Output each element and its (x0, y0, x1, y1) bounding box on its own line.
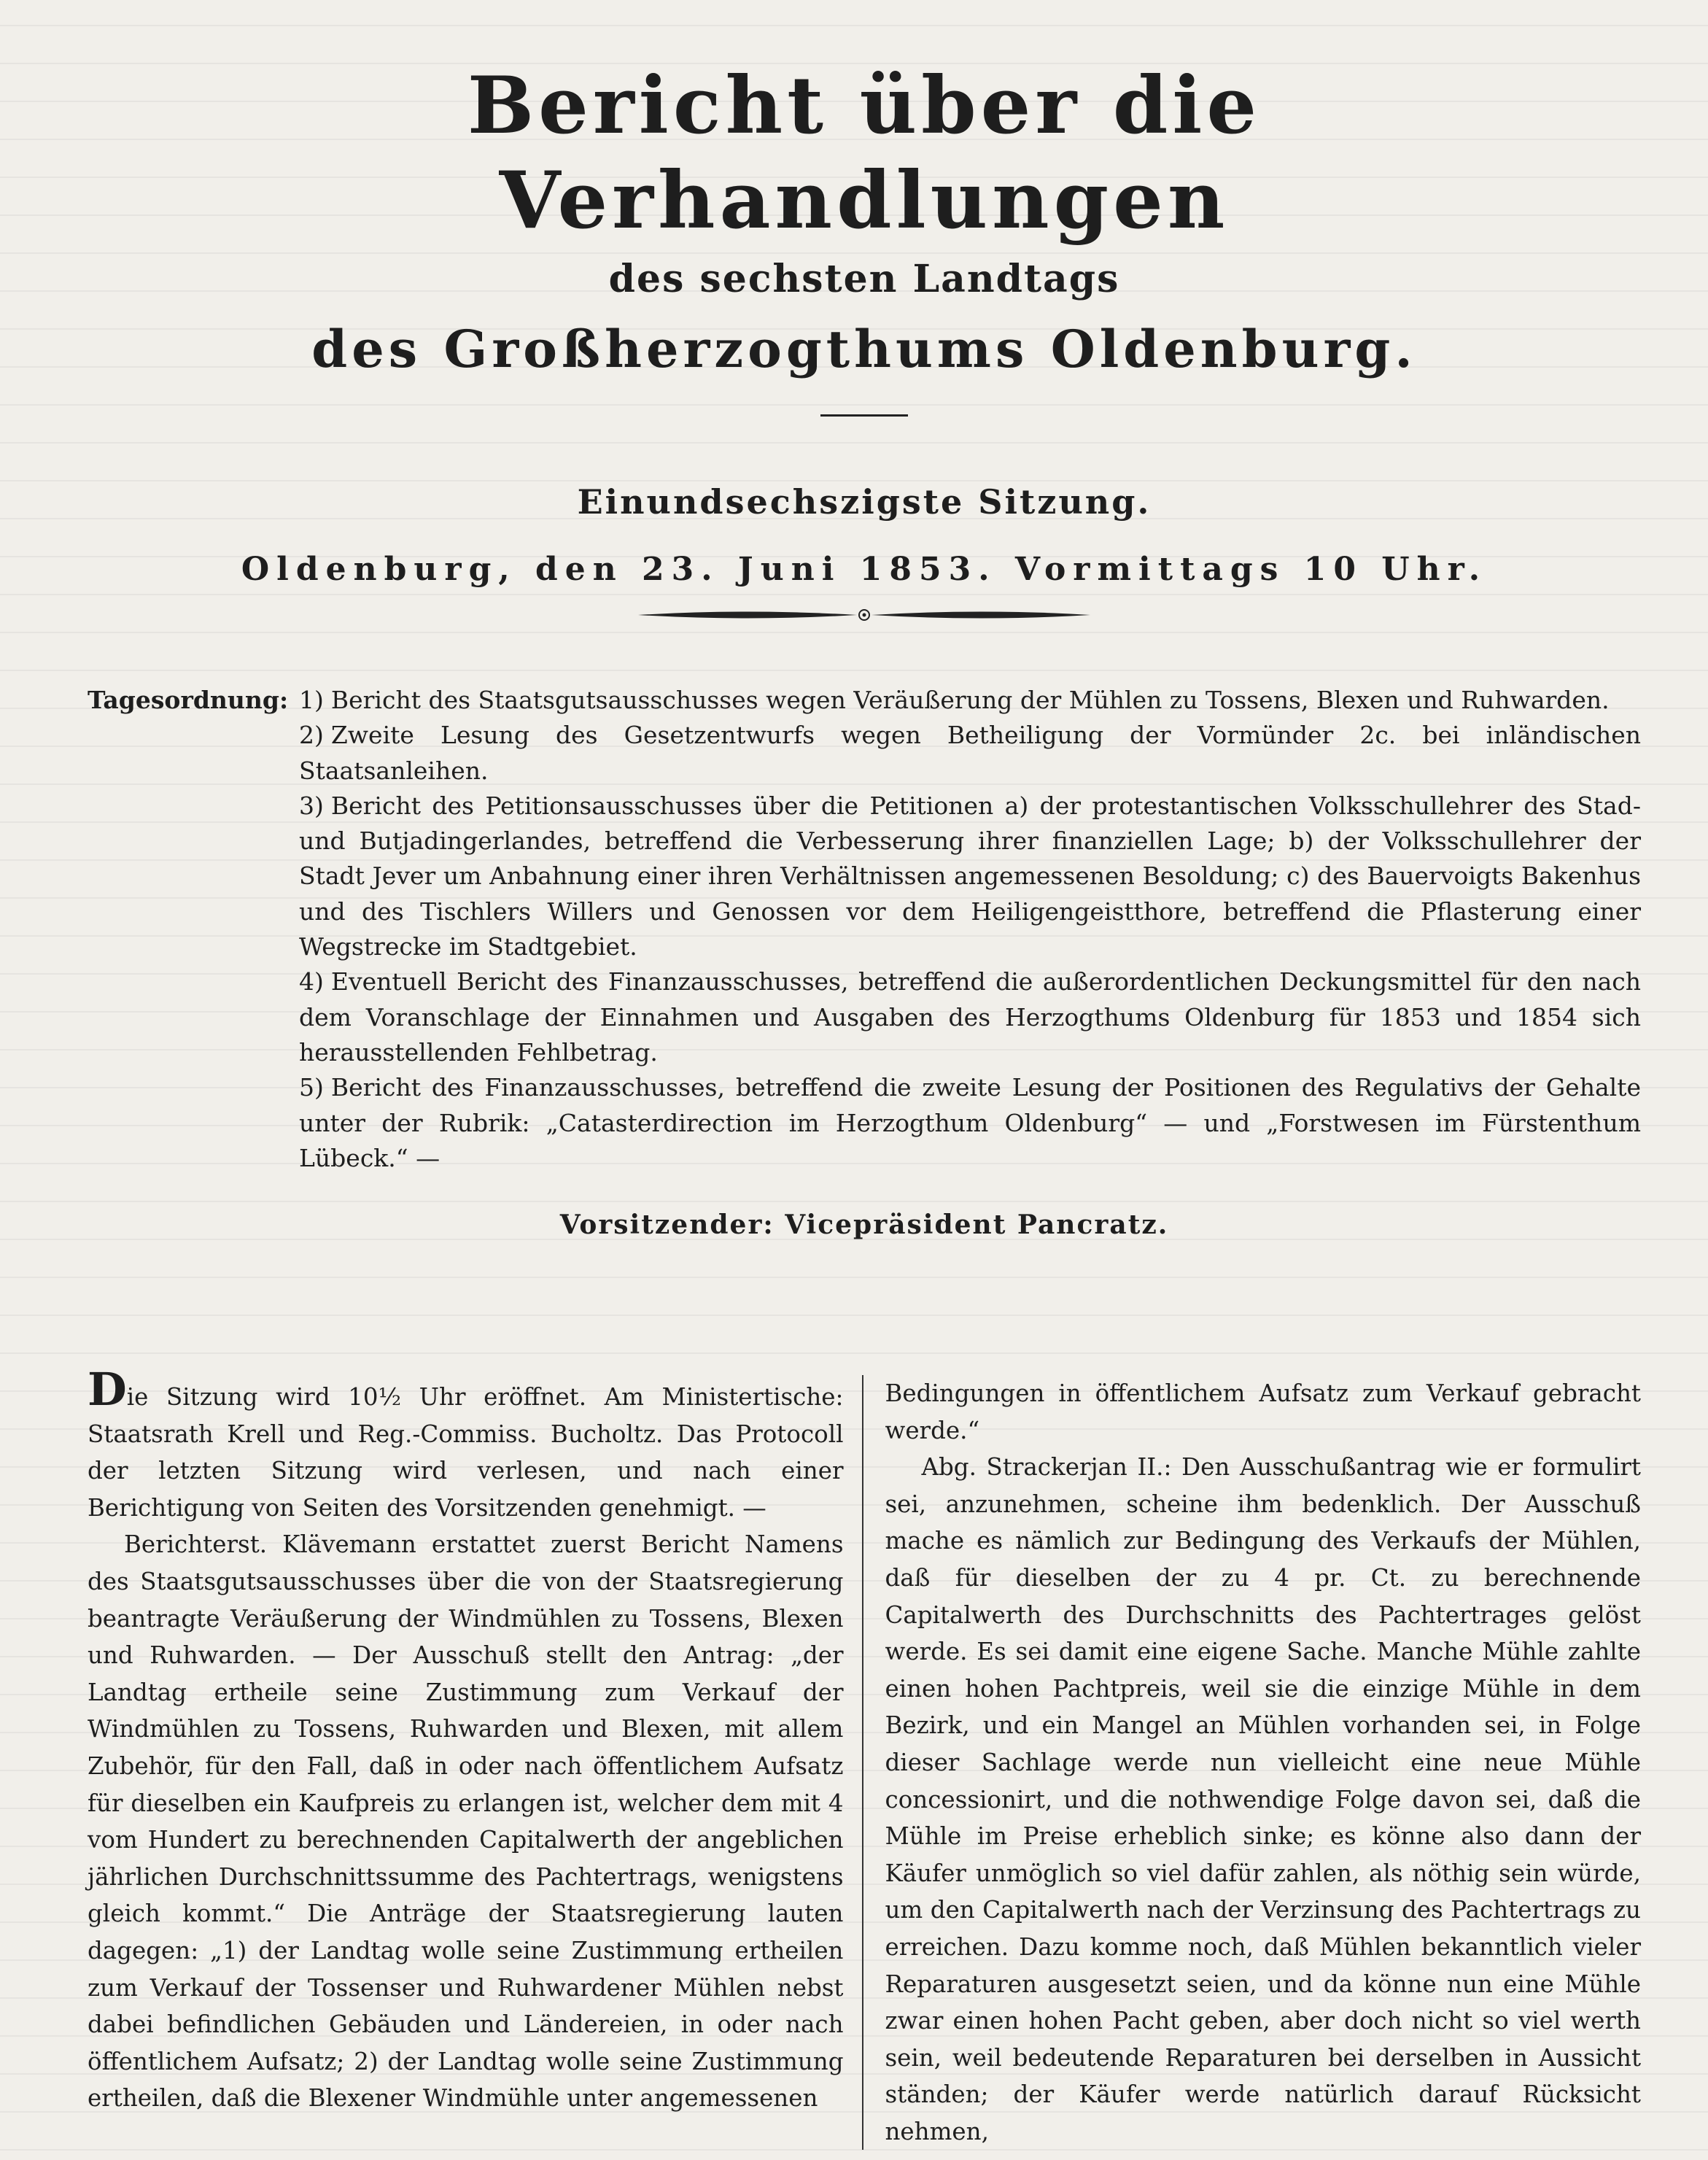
agenda-item: 5) Bericht des Finanzausschusses, betreffend die zweite Lesung der Positionen des Regulativs der Gehalte unter der Rubrik: „Catasterdirection im Herzogthum Oldenburg“ — und „Forstwesen im Fürstenthum Lübeck.“ — (299, 1073, 1641, 1172)
document-page (88, 58, 1641, 1240)
agenda-item: 2) Zweite Lesung des Gesetzentwurfs wegen Betheiligung der Vormünder 2c. bei inländischen Staatsanleihen. (299, 721, 1641, 785)
body-columns (88, 1363, 1641, 2150)
agenda-item: 4) Eventuell Bericht des Finanzausschusses, betreffend die außerordentlichen Deckungsmittel für den nach dem Voranschlage der Einnahmen und Ausgaben des Herzogthums Oldenburg für 1853 und 1854 sich herausstellenden Fehlbetrag. (299, 967, 1641, 1067)
session-heading: Einundsechszigste Sitzung. (577, 482, 1152, 522)
agenda-list (299, 683, 1641, 1176)
subtitle-grand-duchy: des Großherzogthums Oldenburg. (311, 319, 1417, 379)
opening-paragraph: Die Sitzung wird 10½ Uhr eröffnet. Am Ministertische: Staatsrath Krell und Reg.-Commiss. Bucholtz. Das Protocoll der letzten Sitzung wird verlesen, und nach einer Berichtigung von Seiten des Vorsitzenden genehmigt. — (88, 1363, 844, 1522)
ornament-divider-icon (638, 605, 1090, 624)
subtitle-landtag: des sechsten Landtags (608, 257, 1120, 301)
agenda-item: 1) Bericht des Staatsgutsausschusses wegen Veräußerung der Mühlen zu Tossens, Blexen und Ruhwarden. (299, 686, 1610, 714)
title-divider (820, 414, 908, 417)
dateline: Oldenburg, den 23. Juni 1853. Vormittags 10 Uhr. (241, 551, 1488, 588)
chair-line: Vorsitzender: Vicepräsident Pancratz. (559, 1209, 1169, 1241)
agenda-label: Tagesordnung: (88, 686, 289, 714)
page-title: Bericht über die Verhandlungen (467, 60, 1262, 247)
continuation-paragraph: Bedingungen in öffentlichem Aufsatz zum Verkauf gebracht werde.“ (885, 1379, 1641, 1444)
left-column (88, 1363, 862, 2150)
agenda-item: 3) Bericht des Petitionsausschusses über die Petitionen a) der protestantischen Volksschullehrer des Stad- und Butjadingerlandes, betreffend die Verbesserung ihrer finanziellen Lage; b) der Volksschullehrer der Stadt Jever um Anbahnung einer ihren Verhältnissen angemessenen Besoldung; c) des Bauervoigts Bakenhus und des Tischlers Willers und Genossen vor dem Heiligengeistthore, betreffend die Pflasterung einer Wegstrecke im Stadtgebiet. (299, 791, 1641, 961)
right-column (862, 1375, 1642, 2150)
report-paragraph: Berichterst. Klävemann erstattet zuerst Bericht Namens des Staatsgutsausschusses über die von der Staatsregierung beantragte Veräußerung der Windmühlen zu Tossens, Blexen und Ruhwarden. — Der Ausschuß stellt den Antrag: „der Landtag ertheile seine Zustimmung zum Verkauf der Windmühlen zu Tossens, Ruhwarden und Blexen, mit allem Zubehör, für den Fall, daß in oder nach öffentlichem Aufsatz für dieselben ein Kaufpreis zu erlangen ist, welcher dem mit 4 vom Hundert zu berechnenden Capitalwerth der angeblichen jährlichen Durchschnittssumme des Pachtertrags, wenigstens gleich kommt.“ Die Anträge der Staatsregierung lauten dagegen: „1) der Landtag wolle seine Zustimmung ertheilen zum Verkauf der Tossenser und Ruhwardener Mühlen nebst dabei befindlichen Gebäuden und Ländereien, in oder nach öffentlichem Aufsatz; 2) der Landtag wolle seine Zustimmung ertheilen, daß die Blexener Windmühle unter angemessenen (88, 1530, 844, 2113)
speech-paragraph: Abg. Strackerjan II.: Den Ausschußantrag wie er formulirt sei, anzunehmen, scheine ihm bedenklich. Der Ausschuß mache es nämlich zur Bedingung des Verkaufs der Mühlen, daß für dieselben der zu 4 pr. Ct. zu berechnende Capitalwerth des Durchschnitts des Pachtertrages gelöst werde. Es sei damit eine eigene Sache. Manche Mühle zahlte einen hohen Pachtpreis, weil sie die einzige Mühle in dem Bezirk, und ein Mangel an Mühlen vorhanden sei, in Folge dieser Sachlage werde nun vielleicht eine neue Mühle concessionirt, und die nothwendige Folge davon sei, daß die Mühle im Preise erheblich sinke; es könne also dann der Käufer unmöglich so viel dafür zahlen, als nöthig sein würde, um den Capitalwerth nach der Verzinsung des Pachtertrags zu erreichen. Dazu komme noch, daß Mühlen bekanntlich vieler Reparaturen ausgesetzt seien, und da könne nun eine Mühle zwar einen hohen Pacht geben, aber doch nicht so viel werth sein, weil bedeutende Reparaturen bei derselben in Aussicht ständen; der Käufer werde natürlich darauf Rücksicht nehmen, (885, 1453, 1641, 2145)
agenda (88, 683, 1641, 1176)
drop-cap: D (88, 1363, 127, 1416)
